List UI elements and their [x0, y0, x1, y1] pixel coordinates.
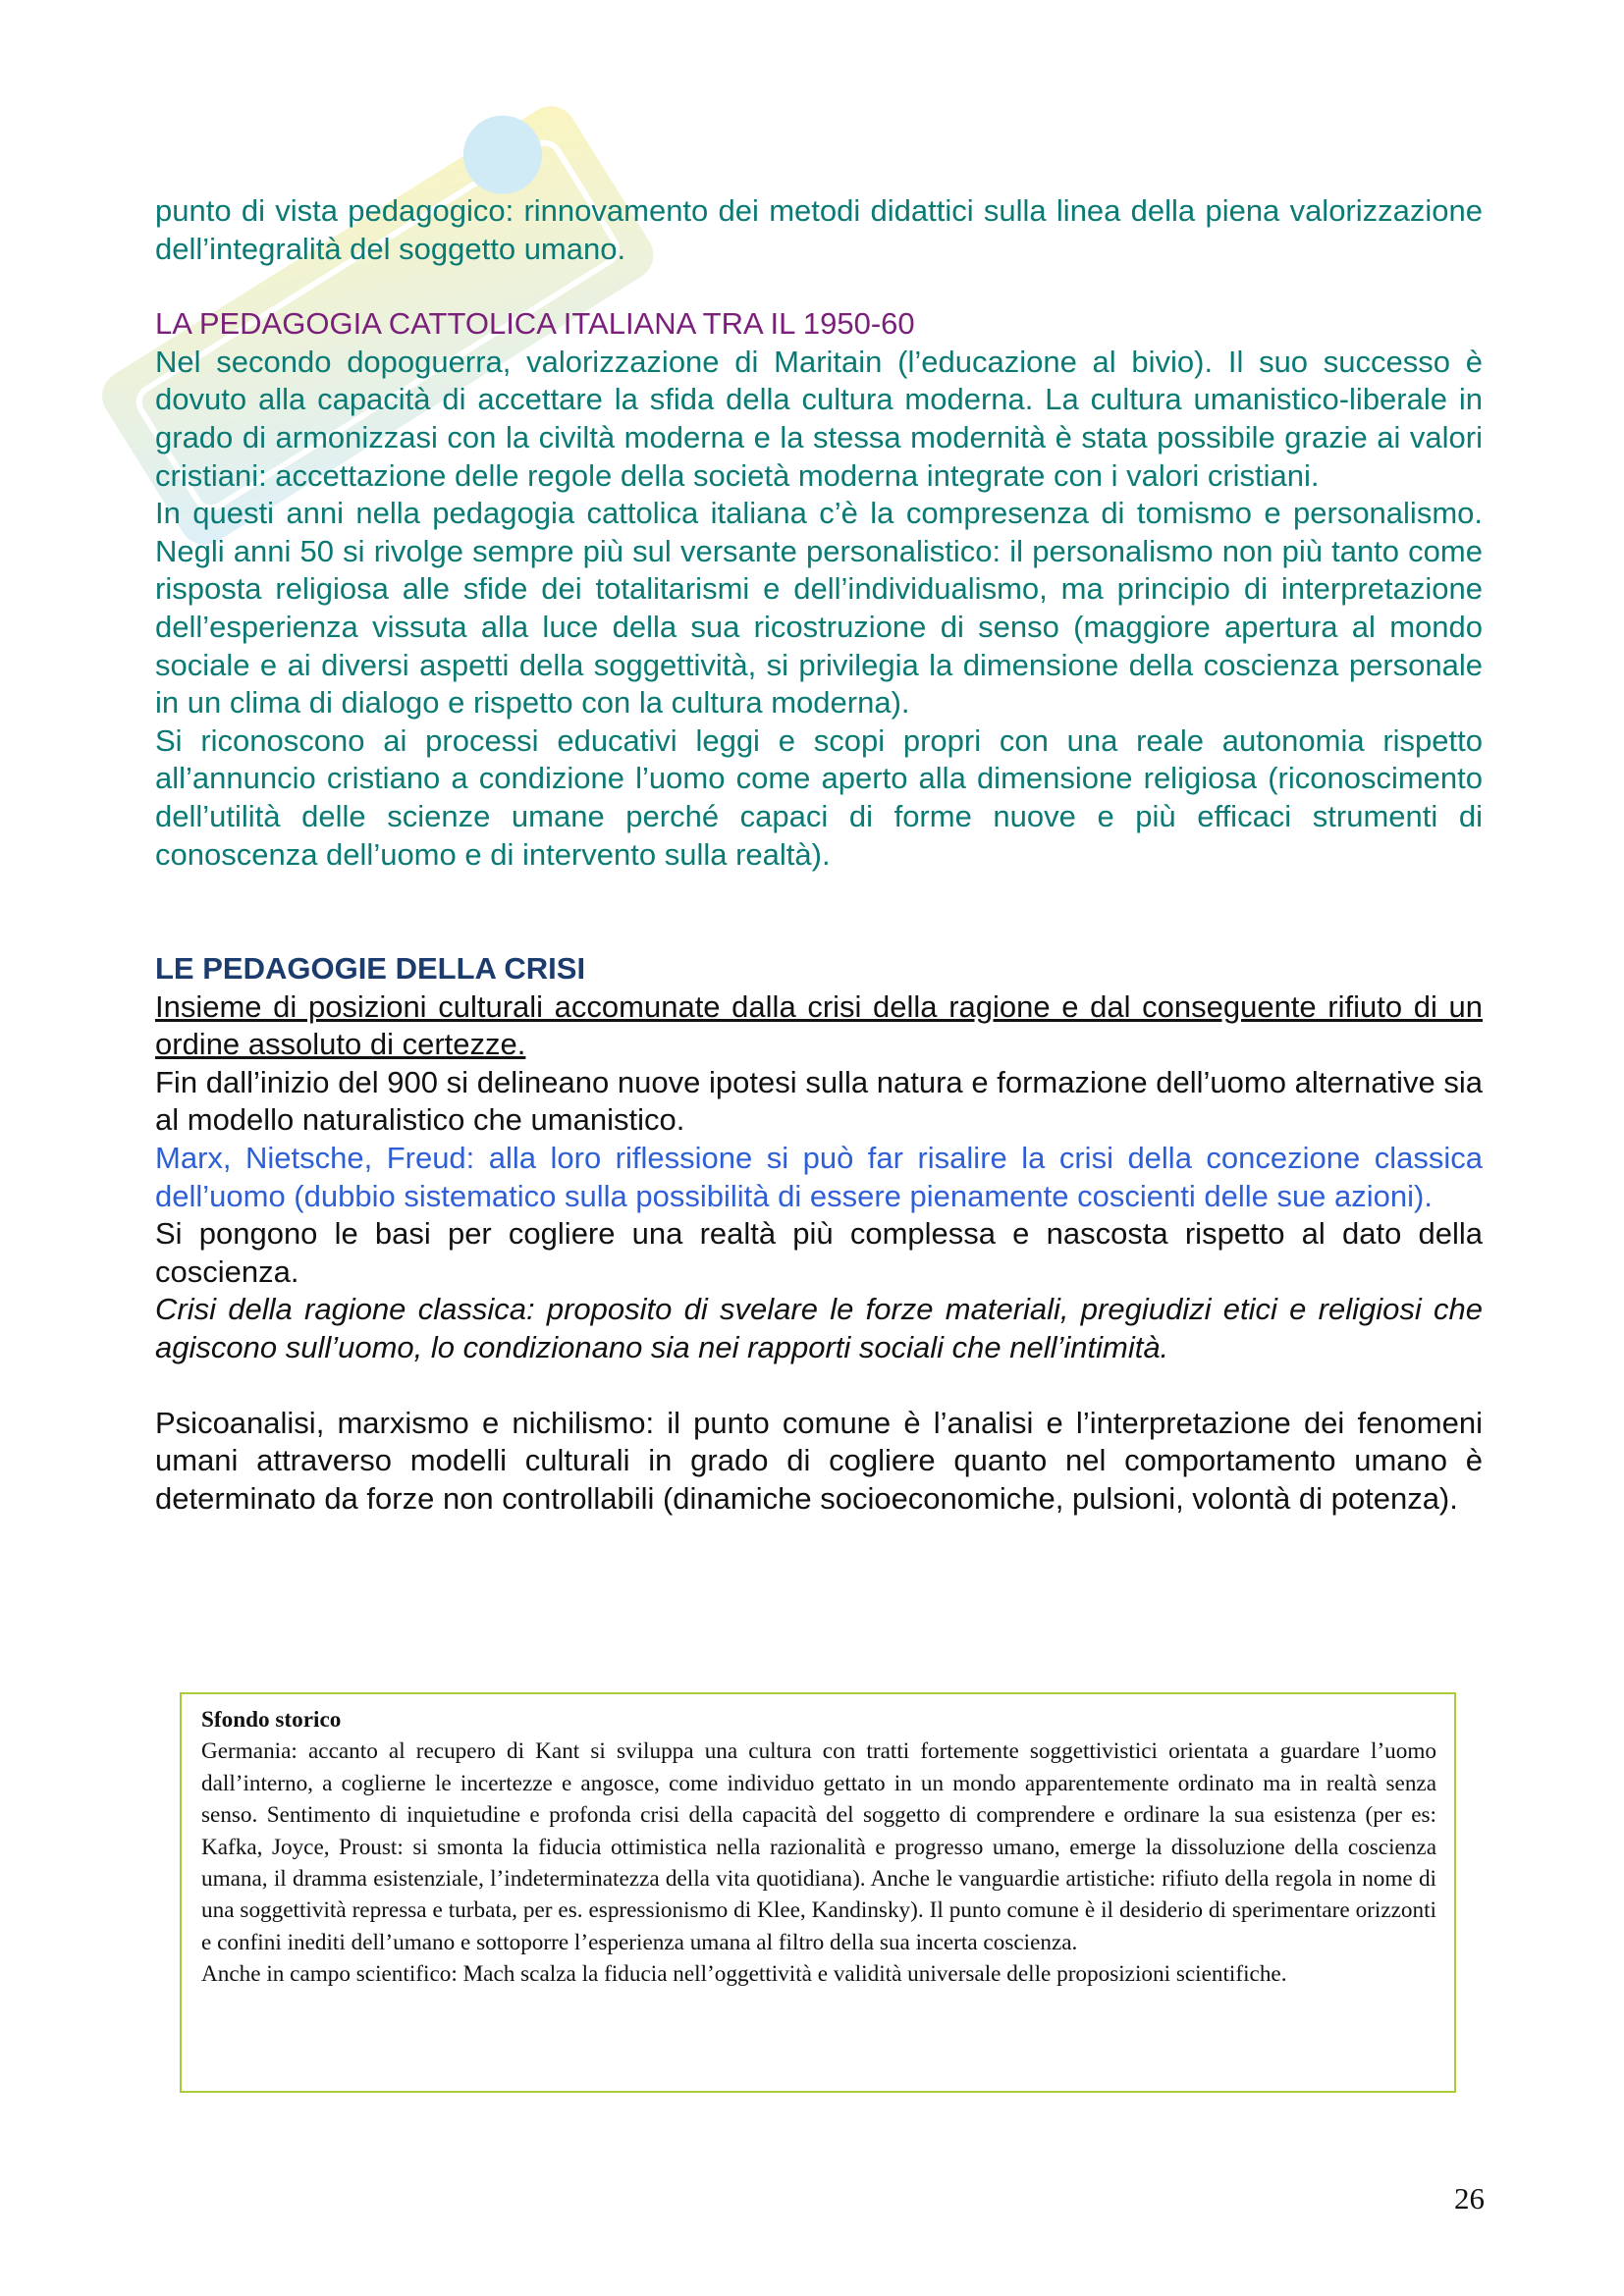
box-paragraph: Germania: accanto al recupero di Kant si sviluppa una cultura con tratti fortemente soggettivistici orientata a guardare l’uomo dall’interno, a coglierne le incertezze e angosce, come individuo gettato in un mondo apparentemente ordinato ma in realtà senza senso. Sentimento di inquietudine e profonda crisi della capacità del soggetto di comprendere e ordinare la sua esistenza (per es: Kafka, Joyce, Proust: si smonta la fiducia ottimistica nella razionalità e progresso umano, emerge la dissoluzione della coscienza umana, il dramma esistenziale, l’indeterminatezza della vita quotidiana). Anche le vanguardie artistiche: rifiuto della regola in nome di una soggettività repressa e turbata, per es. espressionismo di Klee, Kandinsky). Il punto comune è il desiderio di sperimentare orizzonti e confini inediti dell’umano e sottoporre l’esperienza umana al filtro della sua incerta coscienza.: [201, 1738, 1436, 1955]
page-content: [155, 192, 1483, 1518]
page-number: 26: [1454, 2181, 1485, 2216]
paragraph: Crisi della ragione classica: proposito di svelare le forze materiali, pregiudizi etici e religiosi che agiscono sull’uomo, lo condizionano sia nei rapporti sociali che nell’intimità.: [155, 1292, 1483, 1365]
paragraph: In questi anni nella pedagogia cattolica italiana c’è la compresenza di tomismo e personalismo. Negli anni 50 si rivolge sempre più sul versante personalistico: il personalismo non più tanto come risposta religiosa alle sfide dei totalitarismi e dell’individualismo, ma principio di interpretazione dell’esperienza vissuta alla luce della sua ricostruzione di senso (maggiore apertura al mondo sociale e ai diversi aspetti della soggettività, si privilegia la dimensione della coscienza personale in un clima di dialogo e rispetto con la cultura moderna).: [155, 496, 1483, 721]
section-heading-pedagogie-crisi: LE PEDAGOGIE DELLA CRISI: [155, 951, 586, 987]
paragraph: Marx, Nietsche, Freud: alla loro riflessione si può far risalire la crisi della concezione classica dell’uomo (dubbio sistematico sulla possibilità di essere pienamente coscienti delle sue azioni).: [155, 1141, 1483, 1213]
paragraph: Fin dall’inizio del 900 si delineano nuove ipotesi sulla natura e formazione dell’uomo alternative sia al modello naturalistico che umanistico.: [155, 1064, 1483, 1138]
paragraph: Si pongono le basi per cogliere una realtà più complessa e nascosta rispetto al dato della coscienza.: [155, 1216, 1483, 1289]
box-title: Sfondo storico: [201, 1707, 342, 1733]
definition-paragraph: Insieme di posizioni culturali accomunate dalla crisi della ragione e dal conseguente rifiuto di un ordine assoluto di certezze.: [155, 988, 1483, 1062]
box-paragraph: Anche in campo scientifico: Mach scalza la fiducia nell’oggettività e validità universale delle proposizioni scientifiche.: [201, 1961, 1287, 1988]
paragraph: Psicoanalisi, marxismo e nichilismo: il punto comune è l’analisi e l’interpretazione dei fenomeni umani attraverso modelli culturali in grado di cogliere quanto nel comportamento umano è determinato da forze non controllabili (dinamiche socioeconomiche, pulsioni, volontà di potenza).: [155, 1405, 1483, 1516]
historical-background-box: [180, 1692, 1456, 2093]
paragraph: Si riconoscono ai processi educativi leggi e scopi propri con una reale autonomia rispetto all’annuncio cristiano a condizione l’uomo come aperto alla dimensione religiosa (riconoscimento dell’utilità delle scienze umane perché capaci di forme nuove e più efficaci strumenti di conoscenza dell’uomo e di intervento sulla realtà).: [155, 722, 1483, 872]
paragraph: Nel secondo dopoguerra, valorizzazione di Maritain (l’educazione al bivio). Il suo successo è dovuto alla capacità di accettare la sfida della cultura moderna. La cultura umanistico-liberale in grado di armonizzasi con la civiltà moderna e la stessa modernità è stata possibile grazie ai valori cristiani: accettazione delle regole della società moderna integrate con i valori cristiani.: [155, 344, 1483, 493]
intro-paragraph: punto di vista pedagogico: rinnovamento dei metodi didattici sulla linea della piena valorizzazione dell’integralità del soggetto umano.: [155, 193, 1483, 266]
section-heading-pedagogia-cattolica: LA PEDAGOGIA CATTOLICA ITALIANA TRA IL 1950-60: [155, 306, 915, 342]
